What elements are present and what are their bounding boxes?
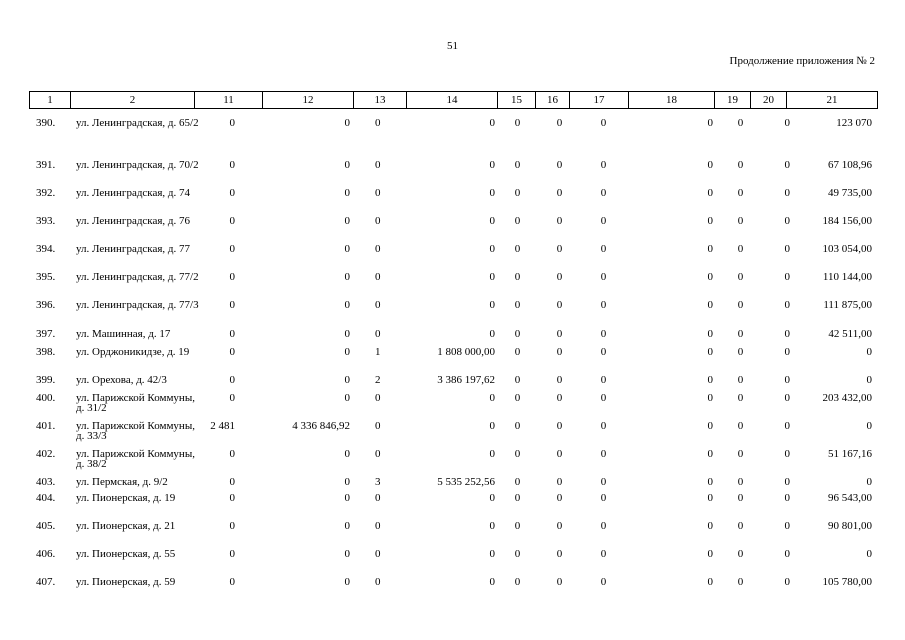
cell-c16: 0 [556,187,563,199]
cell-c18: 0 [707,299,713,311]
cell-c11: 0 [229,271,235,283]
cell-c19: 0 [737,420,744,432]
cell-num: 405. [36,520,56,532]
cell-c16: 0 [556,243,563,255]
cell-c19: 0 [737,492,744,504]
table-row [0,421,905,449]
cell-c17: 0 [600,392,607,404]
cell-c15: 0 [514,520,521,532]
cell-addr: ул. Пионерская, д. 21 [76,520,176,532]
cell-c11: 0 [229,576,235,588]
table-row [0,188,905,216]
cell-c14: 0 [489,420,495,432]
cell-addr: ул. Парижской Коммуны, д. 33/3 [76,420,195,442]
table-row [0,493,905,521]
cell-c16: 0 [556,520,563,532]
cell-c14: 0 [489,187,495,199]
cell-c21: 105 780,00 [822,576,872,588]
cell-c15: 0 [514,392,521,404]
cell-num: 407. [36,576,56,588]
cell-num: 398. [36,346,56,358]
cell-c14: 0 [489,392,495,404]
cell-num: 392. [36,187,56,199]
cell-c12: 0 [344,548,350,560]
cell-c18: 0 [707,243,713,255]
cell-c14: 0 [489,243,495,255]
cell-c12: 0 [344,243,350,255]
table-row [0,347,905,375]
cell-c12: 0 [344,346,350,358]
table-row [0,393,905,421]
cell-c19: 0 [737,271,744,283]
page-number: 51 [447,40,458,52]
cell-c16: 0 [556,576,563,588]
cell-c15: 0 [514,492,521,504]
cell-c21: 49 735,00 [828,187,872,199]
column-header-row [29,91,878,109]
cell-c21: 42 511,00 [828,328,872,340]
cell-c12: 0 [344,492,350,504]
cell-c18: 0 [707,328,713,340]
table-row [0,300,905,328]
cell-c17: 0 [600,492,607,504]
header-col-12: 12 [263,92,354,109]
cell-c18: 0 [707,117,713,129]
cell-c11: 0 [229,492,235,504]
cell-c19: 0 [737,520,744,532]
cell-num: 401. [36,420,56,432]
cell-c13: 0 [375,215,381,227]
cell-c13: 0 [375,271,381,283]
cell-c18: 0 [707,548,713,560]
cell-c13: 2 [375,374,381,386]
cell-c11: 0 [229,159,235,171]
cell-c12: 0 [344,576,350,588]
cell-addr: ул. Пионерская, д. 19 [76,492,176,504]
cell-addr: ул. Пионерская, д. 55 [76,548,176,560]
cell-c15: 0 [514,548,521,560]
cell-c20: 0 [784,243,790,255]
cell-c15: 0 [514,215,521,227]
cell-c13: 0 [375,520,381,532]
cell-c21: 90 801,00 [828,520,872,532]
cell-addr: ул. Машинная, д. 17 [76,328,171,340]
cell-c14: 0 [489,215,495,227]
cell-num: 397. [36,328,56,340]
header-col-11: 11 [195,92,263,109]
cell-c15: 0 [514,243,521,255]
cell-c20: 0 [784,576,790,588]
cell-c21: 203 432,00 [822,392,872,404]
cell-c15: 0 [514,346,521,358]
cell-addr: ул. Орехова, д. 42/3 [76,374,167,386]
cell-c15: 0 [514,271,521,283]
cell-c16: 0 [556,392,563,404]
cell-c15: 0 [514,476,521,488]
cell-c21: 67 108,96 [828,159,872,171]
cell-c13: 1 [375,346,381,358]
cell-c12: 0 [344,448,350,460]
cell-c15: 0 [514,299,521,311]
cell-c20: 0 [784,448,790,460]
table-row [0,549,905,577]
cell-c18: 0 [707,492,713,504]
cell-c17: 0 [600,243,607,255]
cell-c19: 0 [737,243,744,255]
cell-c20: 0 [784,346,790,358]
cell-num: 393. [36,215,56,227]
cell-c16: 0 [556,420,563,432]
cell-c21: 0 [866,346,872,358]
cell-c17: 0 [600,299,607,311]
cell-num: 395. [36,271,56,283]
cell-c21: 51 167,16 [828,448,872,460]
cell-addr: ул. Пионерская, д. 59 [76,576,176,588]
cell-c16: 0 [556,215,563,227]
cell-num: 394. [36,243,56,255]
cell-c16: 0 [556,328,563,340]
cell-c11: 0 [229,548,235,560]
table-row [0,521,905,549]
cell-c12: 0 [344,328,350,340]
header-col-19: 19 [715,92,751,109]
cell-c14: 0 [489,117,495,129]
cell-c17: 0 [600,548,607,560]
cell-c13: 0 [375,328,381,340]
cell-addr: ул. Ленинградская, д. 76 [76,215,191,227]
cell-c19: 0 [737,548,744,560]
cell-c19: 0 [737,159,744,171]
cell-c11: 0 [229,374,235,386]
cell-num: 402. [36,448,56,460]
cell-c17: 0 [600,420,607,432]
cell-c21: 184 156,00 [822,215,872,227]
cell-c14: 0 [489,299,495,311]
cell-c20: 0 [784,420,790,432]
cell-c18: 0 [707,520,713,532]
cell-c19: 0 [737,476,744,488]
cell-c19: 0 [737,346,744,358]
cell-c12: 0 [344,187,350,199]
cell-c14: 0 [489,548,495,560]
cell-c14: 3 386 197,62 [437,374,495,386]
cell-c12: 0 [344,392,350,404]
cell-c18: 0 [707,374,713,386]
cell-c11: 0 [229,243,235,255]
cell-c17: 0 [600,476,607,488]
cell-c18: 0 [707,448,713,460]
cell-c15: 0 [514,159,521,171]
cell-c21: 0 [866,374,872,386]
cell-c18: 0 [707,346,713,358]
cell-c19: 0 [737,392,744,404]
cell-c14: 0 [489,328,495,340]
cell-c21: 103 054,00 [822,243,872,255]
cell-c18: 0 [707,576,713,588]
cell-c12: 0 [344,476,350,488]
header-col-16: 16 [536,92,570,109]
cell-c20: 0 [784,374,790,386]
cell-c11: 0 [229,520,235,532]
cell-addr: ул. Ленинградская, д. 77 [76,243,191,255]
cell-c15: 0 [514,187,521,199]
cell-c11: 0 [229,299,235,311]
cell-num: 403. [36,476,56,488]
cell-c13: 0 [375,243,381,255]
cell-c14: 0 [489,271,495,283]
cell-c20: 0 [784,271,790,283]
cell-c12: 0 [344,117,350,129]
table-row [0,449,905,477]
cell-num: 406. [36,548,56,560]
cell-c19: 0 [737,576,744,588]
cell-c17: 0 [600,448,607,460]
cell-addr: ул. Ленинградская, д. 77/3 [76,299,199,311]
table-row [0,160,905,188]
cell-c11: 0 [229,187,235,199]
cell-c17: 0 [600,187,607,199]
cell-c17: 0 [600,346,607,358]
cell-c21: 111 875,00 [823,299,872,311]
table-row [0,244,905,272]
cell-c12: 4 336 846,92 [292,420,350,432]
cell-c20: 0 [784,492,790,504]
cell-c17: 0 [600,374,607,386]
header-col-20: 20 [751,92,787,109]
cell-c13: 0 [375,392,381,404]
table-row [0,216,905,244]
cell-c20: 0 [784,159,790,171]
cell-addr: ул. Парижской Коммуны, д. 38/2 [76,448,195,470]
cell-c12: 0 [344,520,350,532]
cell-c12: 0 [344,299,350,311]
cell-addr: ул. Орджоникидзе, д. 19 [76,346,190,358]
cell-c13: 0 [375,187,381,199]
cell-c18: 0 [707,420,713,432]
cell-c21: 96 543,00 [828,492,872,504]
cell-c15: 0 [514,328,521,340]
cell-c20: 0 [784,187,790,199]
cell-c20: 0 [784,476,790,488]
cell-c21: 123 070 [836,117,872,129]
cell-c16: 0 [556,299,563,311]
cell-c19: 0 [737,328,744,340]
cell-c16: 0 [556,117,563,129]
cell-num: 404. [36,492,56,504]
cell-c16: 0 [556,492,563,504]
header-col-21: 21 [787,92,878,109]
cell-c16: 0 [556,448,563,460]
cell-c12: 0 [344,271,350,283]
header-col-15: 15 [498,92,536,109]
cell-c14: 5 535 252,56 [437,476,495,488]
cell-c16: 0 [556,548,563,560]
cell-addr: ул. Пермская, д. 9/2 [76,476,168,488]
cell-c15: 0 [514,576,521,588]
cell-c13: 0 [375,299,381,311]
cell-c20: 0 [784,520,790,532]
cell-c21: 0 [866,420,872,432]
header-col-1: 1 [30,92,71,109]
cell-c13: 0 [375,420,381,432]
table-row [0,118,905,146]
cell-c13: 3 [375,476,381,488]
cell-c20: 0 [784,117,790,129]
cell-num: 399. [36,374,56,386]
cell-c19: 0 [737,215,744,227]
cell-addr: ул. Ленинградская, д. 70/2 [76,159,199,171]
cell-num: 390. [36,117,56,129]
cell-c17: 0 [600,271,607,283]
cell-c20: 0 [784,392,790,404]
cell-c16: 0 [556,159,563,171]
header-col-17: 17 [570,92,629,109]
cell-c19: 0 [737,374,744,386]
cell-c11: 0 [229,346,235,358]
cell-c19: 0 [737,299,744,311]
cell-c14: 0 [489,159,495,171]
cell-c19: 0 [737,117,744,129]
cell-c13: 0 [375,492,381,504]
cell-c16: 0 [556,271,563,283]
cell-c19: 0 [737,448,744,460]
cell-c16: 0 [556,374,563,386]
header-col-2: 2 [71,92,195,109]
cell-c15: 0 [514,448,521,460]
table-row [0,272,905,300]
cell-c20: 0 [784,299,790,311]
cell-c15: 0 [514,117,521,129]
cell-addr: ул. Ленинградская, д. 74 [76,187,191,199]
cell-c21: 0 [866,476,872,488]
cell-c11: 0 [229,476,235,488]
cell-c14: 0 [489,520,495,532]
cell-addr: ул. Ленинградская, д. 77/2 [76,271,199,283]
cell-num: 396. [36,299,56,311]
cell-c13: 0 [375,448,381,460]
cell-c19: 0 [737,187,744,199]
header-col-18: 18 [629,92,715,109]
cell-c13: 0 [375,159,381,171]
cell-c14: 0 [489,448,495,460]
cell-c16: 0 [556,346,563,358]
cell-addr: ул. Ленинградская, д. 65/2 [76,117,199,129]
cell-c12: 0 [344,374,350,386]
cell-c21: 110 144,00 [822,271,872,283]
cell-c18: 0 [707,187,713,199]
cell-num: 391. [36,159,56,171]
cell-c13: 0 [375,117,381,129]
cell-c21: 0 [866,548,872,560]
cell-c12: 0 [344,159,350,171]
cell-c17: 0 [600,215,607,227]
cell-c14: 0 [489,576,495,588]
cell-c18: 0 [707,392,713,404]
cell-c20: 0 [784,215,790,227]
cell-c11: 0 [229,448,235,460]
cell-c17: 0 [600,328,607,340]
cell-c18: 0 [707,215,713,227]
cell-c13: 0 [375,548,381,560]
cell-c11: 0 [229,117,235,129]
header-col-14: 14 [407,92,498,109]
cell-c18: 0 [707,476,713,488]
cell-c17: 0 [600,117,607,129]
cell-c12: 0 [344,215,350,227]
continuation-label: Продолжение приложения № 2 [729,55,875,67]
cell-c17: 0 [600,520,607,532]
cell-c16: 0 [556,476,563,488]
header-col-13: 13 [354,92,407,109]
cell-c11: 0 [229,392,235,404]
cell-c14: 1 808 000,00 [437,346,495,358]
cell-c11: 0 [229,215,235,227]
cell-c17: 0 [600,576,607,588]
cell-c15: 0 [514,420,521,432]
cell-addr: ул. Парижской Коммуны, д. 31/2 [76,392,195,414]
cell-c20: 0 [784,328,790,340]
cell-c11: 2 481 [210,420,235,432]
cell-num: 400. [36,392,56,404]
cell-c20: 0 [784,548,790,560]
table-row [0,577,905,605]
cell-c13: 0 [375,576,381,588]
cell-c17: 0 [600,159,607,171]
cell-c18: 0 [707,271,713,283]
cell-c14: 0 [489,492,495,504]
cell-c11: 0 [229,328,235,340]
cell-c18: 0 [707,159,713,171]
cell-c15: 0 [514,374,521,386]
